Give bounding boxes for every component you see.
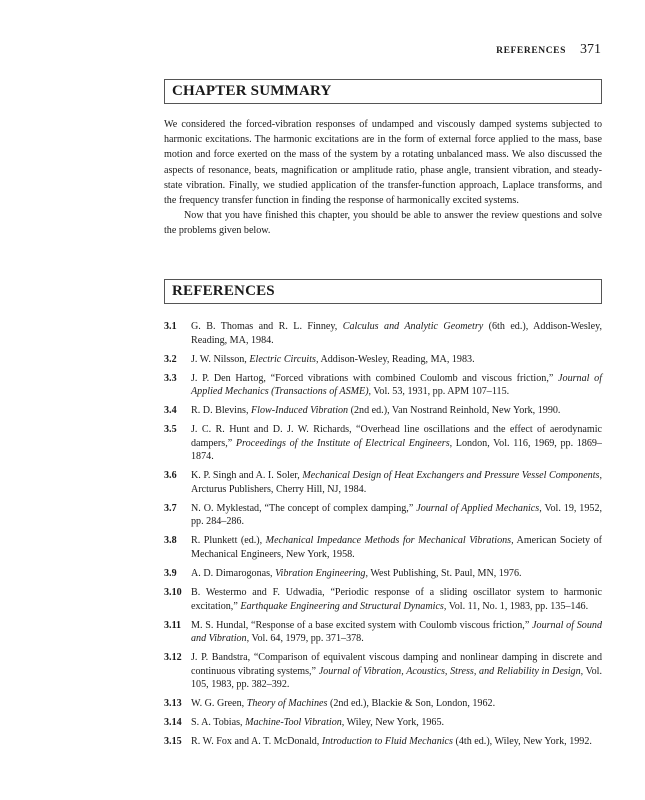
reference-number: 3.13 bbox=[164, 698, 182, 710]
reference-number: 3.8 bbox=[164, 535, 177, 547]
reference-details: (6th ed.), Addison-Wesley, Reading, MA, 1984. bbox=[191, 321, 602, 346]
reference-details: (2nd ed.), Blackie & Son, London, 1962. bbox=[327, 698, 496, 710]
reference-number: 3.4 bbox=[164, 405, 177, 417]
reference-title: Mechanical Design of Heat Exchangers and Pressure Vessel Components, bbox=[302, 470, 602, 482]
reference-text bbox=[191, 320, 602, 347]
reference-list bbox=[164, 320, 602, 754]
reference-title: Journal of Applied Mechanics (Transactions of ASME), bbox=[191, 372, 603, 398]
reference-authors: W. G. Green, bbox=[191, 698, 247, 710]
reference-title: Vibration Engineering, bbox=[275, 568, 368, 580]
reference-text bbox=[191, 372, 602, 399]
reference-item bbox=[164, 567, 602, 581]
summary-paragraph-2: Now that you have finished this chapter, you should be able to answer the review questions and solve the problems given below. bbox=[164, 210, 602, 237]
reference-text bbox=[191, 735, 602, 749]
reference-title: Flow-Induced Vibration bbox=[251, 405, 349, 417]
reference-text bbox=[191, 423, 602, 464]
reference-details: (4th ed.), Wiley, New York, 1992. bbox=[452, 736, 592, 748]
reference-text bbox=[191, 567, 602, 581]
reference-authors: G. B. Thomas and R. L. Finney, bbox=[191, 321, 343, 332]
reference-authors: A. D. Dimarogonas, bbox=[191, 568, 276, 580]
reference-item bbox=[164, 735, 602, 749]
reference-authors: K. P. Singh and A. I. Soler, bbox=[191, 470, 303, 482]
reference-details: Vol. 19, 1952, pp. 284–286. bbox=[191, 502, 603, 528]
reference-number: 3.9 bbox=[164, 568, 177, 580]
reference-text bbox=[191, 716, 602, 730]
chapter-summary-text bbox=[164, 117, 602, 239]
reference-number: 3.10 bbox=[164, 587, 182, 599]
reference-authors: S. A. Tobias, bbox=[191, 717, 246, 729]
reference-number: 3.15 bbox=[164, 736, 182, 748]
reference-details: Wiley, New York, 1965. bbox=[344, 717, 445, 729]
chapter-summary-heading: CHAPTER SUMMARY bbox=[172, 83, 332, 99]
reference-title: Journal of Applied Mechanics, bbox=[416, 502, 542, 514]
reference-text bbox=[191, 586, 602, 613]
reference-number: 3.12 bbox=[164, 652, 182, 664]
reference-item bbox=[164, 404, 602, 418]
reference-authors: J. W. Nilsson, bbox=[191, 353, 250, 365]
reference-authors: R. Plunkett (ed.), bbox=[191, 535, 266, 547]
reference-item bbox=[164, 423, 602, 464]
reference-item bbox=[164, 586, 602, 613]
reference-title: Machine-Tool Vibration, bbox=[245, 717, 345, 729]
reference-authors: R. W. Fox and A. T. McDonald, bbox=[191, 736, 322, 748]
reference-details: Addison-Wesley, Reading, MA, 1983. bbox=[318, 353, 475, 365]
reference-authors: N. O. Myklestad, “The concept of complex damping,” bbox=[191, 502, 417, 514]
reference-number: 3.5 bbox=[164, 424, 177, 436]
reference-authors: J. P. Bandstra, “Comparison of equivalent viscous damping and nonlinear damping in discrete and continuous vibrating systems,” bbox=[191, 652, 602, 677]
references-heading: REFERENCES bbox=[172, 283, 275, 299]
reference-item bbox=[164, 469, 602, 496]
reference-title: Theory of Machines bbox=[246, 698, 328, 710]
reference-item bbox=[164, 619, 602, 646]
running-head bbox=[164, 42, 601, 58]
reference-authors: J. P. Den Hartog, “Forced vibrations with combined Coulomb and viscous friction,” bbox=[191, 372, 559, 384]
reference-title: Calculus and Analytic Geometry bbox=[342, 321, 484, 332]
reference-number: 3.7 bbox=[164, 502, 177, 514]
reference-text bbox=[191, 619, 602, 646]
reference-number: 3.6 bbox=[164, 470, 177, 482]
reference-text bbox=[191, 534, 602, 561]
reference-item bbox=[164, 534, 602, 561]
reference-item bbox=[164, 372, 602, 399]
reference-authors: R. D. Blevins, bbox=[191, 405, 252, 417]
reference-number: 3.11 bbox=[164, 619, 182, 631]
reference-details: Arcturus Publishers, Cherry Hill, NJ, 1984. bbox=[191, 483, 367, 495]
reference-item bbox=[164, 651, 602, 692]
reference-item bbox=[164, 320, 602, 347]
reference-title: Introduction to Fluid Mechanics bbox=[321, 736, 453, 748]
reference-text bbox=[191, 469, 602, 496]
reference-item bbox=[164, 502, 602, 529]
reference-authors: J. C. R. Hunt and D. J. W. Richards, “Overhead line oscillations and the effect of aerodynamic dampers,” bbox=[191, 424, 602, 449]
reference-text bbox=[191, 353, 602, 367]
reference-title: Journal of Sound and Vibration, bbox=[191, 619, 602, 645]
running-head-title: REFERENCES bbox=[496, 46, 566, 56]
reference-number: 3.1 bbox=[164, 321, 177, 332]
reference-item bbox=[164, 353, 602, 367]
reference-title: Electric Circuits, bbox=[249, 353, 319, 365]
reference-number: 3.2 bbox=[164, 353, 177, 365]
reference-details: Vol. 105, 1983, pp. 382–392. bbox=[191, 665, 603, 691]
reference-details: Vol. 64, 1979, pp. 371–378. bbox=[249, 633, 364, 645]
reference-details: London, Vol. 116, 1969, pp. 1869–1874. bbox=[191, 437, 602, 463]
reference-text bbox=[191, 502, 602, 529]
reference-text bbox=[191, 697, 602, 711]
reference-item bbox=[164, 697, 602, 711]
reference-authors: M. S. Hundal, “Response of a base excited system with Coulomb viscous friction,” bbox=[191, 619, 533, 631]
reference-details: Vol. 11, No. 1, 1983, pp. 135–146. bbox=[446, 600, 589, 612]
chapter-summary-heading-box bbox=[164, 79, 602, 104]
reference-details: West Publishing, St. Paul, MN, 1976. bbox=[368, 568, 522, 580]
summary-paragraph-1: We considered the forced-vibration responses of undamped and viscously damped systems subjected to harmonic excitations. The harmonic excitations are in the form of external force applied to the mass, base motion and force exerted on the mass of the system by a rotating unbalanced mass. We also discussed the aspects of resonance, beats, magnification or amplitude ratio, phase angle, transient vibration, and steady-state vibration. Finally, we studied application of the transfer-function approach, Laplace transforms, and the frequency transfer function in finding the response of harmonically excited systems. bbox=[164, 119, 602, 207]
reference-title: Mechanical Impedance Methods for Mechanical Vibrations, bbox=[265, 535, 514, 547]
reference-details: American Society of Mechanical Engineers, New York, 1958. bbox=[191, 535, 602, 561]
reference-title: Earthquake Engineering and Structural Dynamics, bbox=[240, 600, 447, 612]
reference-details: (2nd ed.), Van Nostrand Reinhold, New York, 1990. bbox=[348, 405, 561, 417]
reference-title: Proceedings of the Institute of Electrical Engineers, bbox=[235, 437, 453, 449]
reference-item bbox=[164, 716, 602, 730]
reference-text bbox=[191, 404, 602, 418]
reference-text bbox=[191, 651, 602, 692]
reference-number: 3.14 bbox=[164, 717, 182, 729]
page-number: 371 bbox=[580, 42, 601, 57]
reference-details: Vol. 53, 1931, pp. APM 107–115. bbox=[371, 386, 510, 398]
reference-number: 3.3 bbox=[164, 372, 177, 384]
reference-authors: B. Westermo and F. Udwadia, “Periodic response of a sliding oscillator system to harmonic excitation,” bbox=[191, 587, 602, 612]
references-heading-box bbox=[164, 279, 602, 304]
reference-title: Journal of Vibration, Acoustics, Stress, and Reliability in Design, bbox=[318, 665, 584, 677]
